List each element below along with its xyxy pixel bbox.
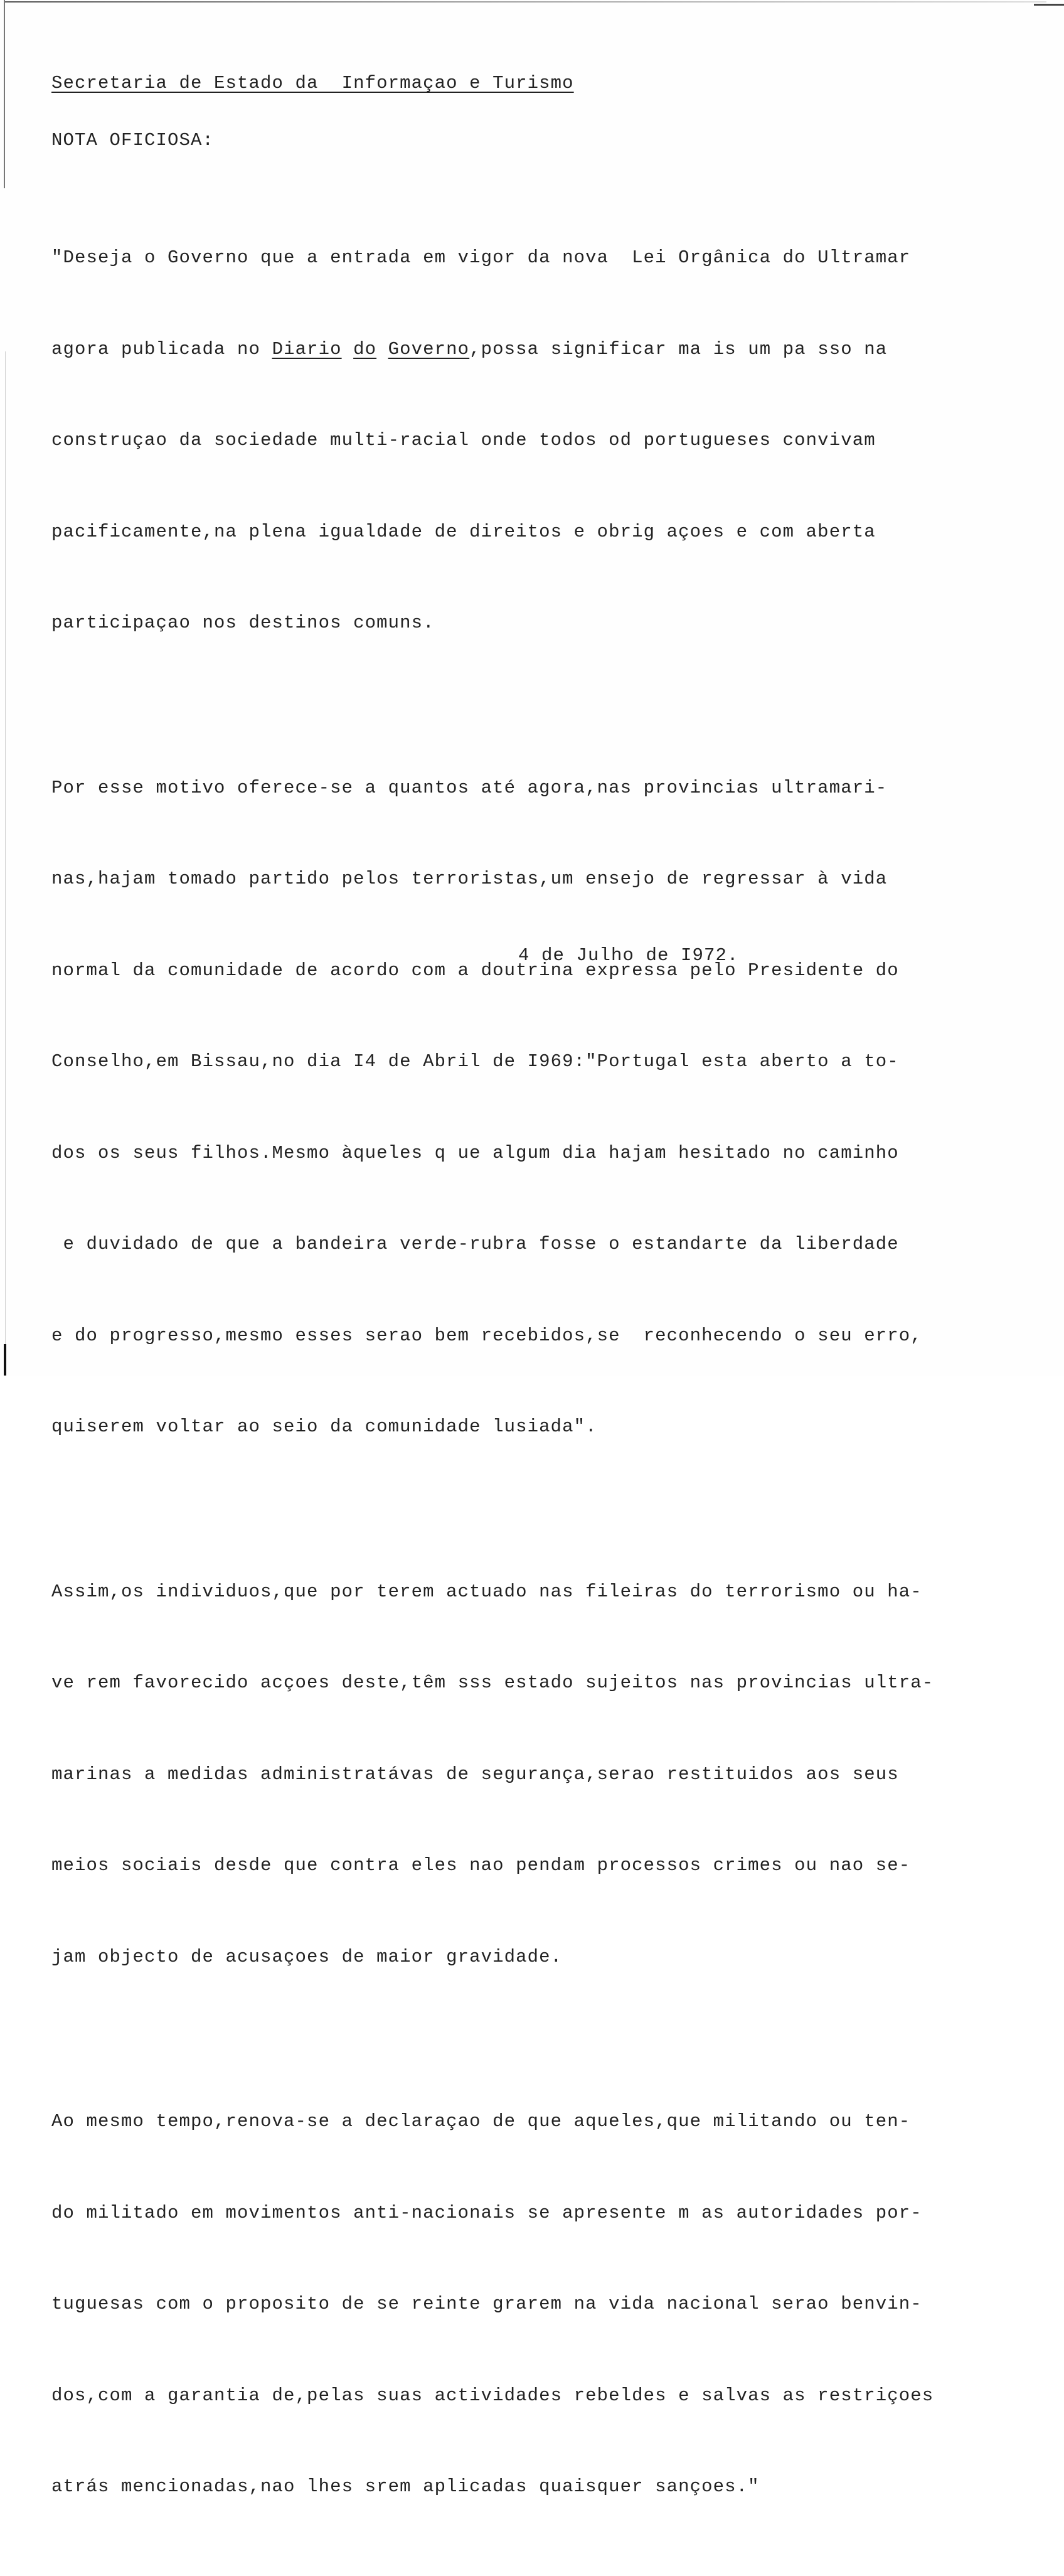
- scan-edge-left: [4, 0, 5, 188]
- paragraph-2: [51, 712, 992, 1504]
- text-line: participaçao nos destinos comuns.: [51, 612, 435, 633]
- underlined-word: Diario: [272, 338, 342, 360]
- text-line: atrás mencionadas,nao lhes srem aplicadas quaisquer sançoes.": [51, 2476, 760, 2497]
- scan-edge-top: [5, 1, 1046, 3]
- paragraph-4: [51, 2046, 992, 2563]
- text-line: marinas a medidas administratávas de segurança,serao restituidos aos seus: [51, 1763, 899, 1785]
- text-line: pacificamente,na plena igualdade de direitos e obrig açoes e com aberta: [51, 521, 876, 542]
- document-heading: Secretaria de Estado da Informaçao e Turismo: [51, 73, 574, 94]
- text-fragment: agora publicada no: [51, 338, 272, 360]
- document-body: [51, 73, 992, 2576]
- text-line: ve rem favorecido acçoes deste,têm sss estado sujeitos nas provincias ultra-: [51, 1672, 934, 1693]
- text-line: normal da comunidade de acordo com a doutrina expressa pelo Presidente do: [51, 959, 899, 981]
- text-line: Assim,os individuos,que por terem actuado nas fileiras do terrorismo ou ha-: [51, 1581, 922, 1602]
- text-line: e do progresso,mesmo esses serao bem recebidos,se reconhecendo o seu erro,: [51, 1325, 922, 1346]
- scan-edge-top-right: [1034, 4, 1064, 6]
- text-line: jam objecto de acusaçoes de maior gravidade.: [51, 1946, 563, 1967]
- scan-edge-left-faint: [5, 351, 6, 1368]
- text-line: [51, 334, 992, 365]
- text-line: do militado em movimentos anti-nacionais se apresente m as autoridades por-: [51, 2202, 922, 2223]
- paragraph-3: [51, 1516, 992, 2034]
- text-line: tuguesas com o proposito de se reinte grarem na vida nacional serao benvin-: [51, 2294, 922, 2314]
- underlined-word: do: [353, 338, 377, 360]
- text-line: e duvidado de que a bandeira verde-rubra fosse o estandarte da liberdade: [51, 1234, 899, 1254]
- text-line: Conselho,em Bissau,no dia I4 de Abril de I969:"Portugal esta aberto a to-: [51, 1051, 899, 1072]
- text-line: meios sociais desde que contra eles nao pendam processos crimes ou nao se-: [51, 1855, 911, 1876]
- text-line: dos os seus filhos.Mesmo àqueles q ue algum dia hajam hesitado no caminho: [51, 1142, 899, 1163]
- scan-edge-bottom-left: [4, 1344, 6, 1376]
- underlined-word: Governo: [388, 338, 470, 360]
- nota-oficiosa-label: NOTA OFICIOSA:: [51, 130, 215, 151]
- text-line: Ao mesmo tempo,renova-se a declaraçao de que aqueles,que militando ou ten-: [51, 2111, 911, 2132]
- text-line: quiserem voltar ao seio da comunidade lusiada".: [51, 1416, 597, 1437]
- text-line: nas,hajam tomado partido pelos terroristas,um ensejo de regressar à vida: [51, 868, 888, 889]
- document-date: 4 de Julho de I972.: [518, 945, 739, 966]
- text-line: dos,com a garantia de,pelas suas actividades rebeldes e salvas as restriçoes: [51, 2385, 934, 2406]
- text-fragment: ,possa significar ma is um pa sso na: [469, 338, 888, 360]
- paragraph-1: [51, 182, 992, 700]
- text-line: "Deseja o Governo que a entrada em vigor da nova Lei Orgânica do Ultramar: [51, 247, 911, 268]
- text-line: construçao da sociedade multi-racial onde todos od portugueses convivam: [51, 430, 876, 451]
- text-line: Por esse motivo oferece-se a quantos até agora,nas provincias ultramari-: [51, 777, 888, 798]
